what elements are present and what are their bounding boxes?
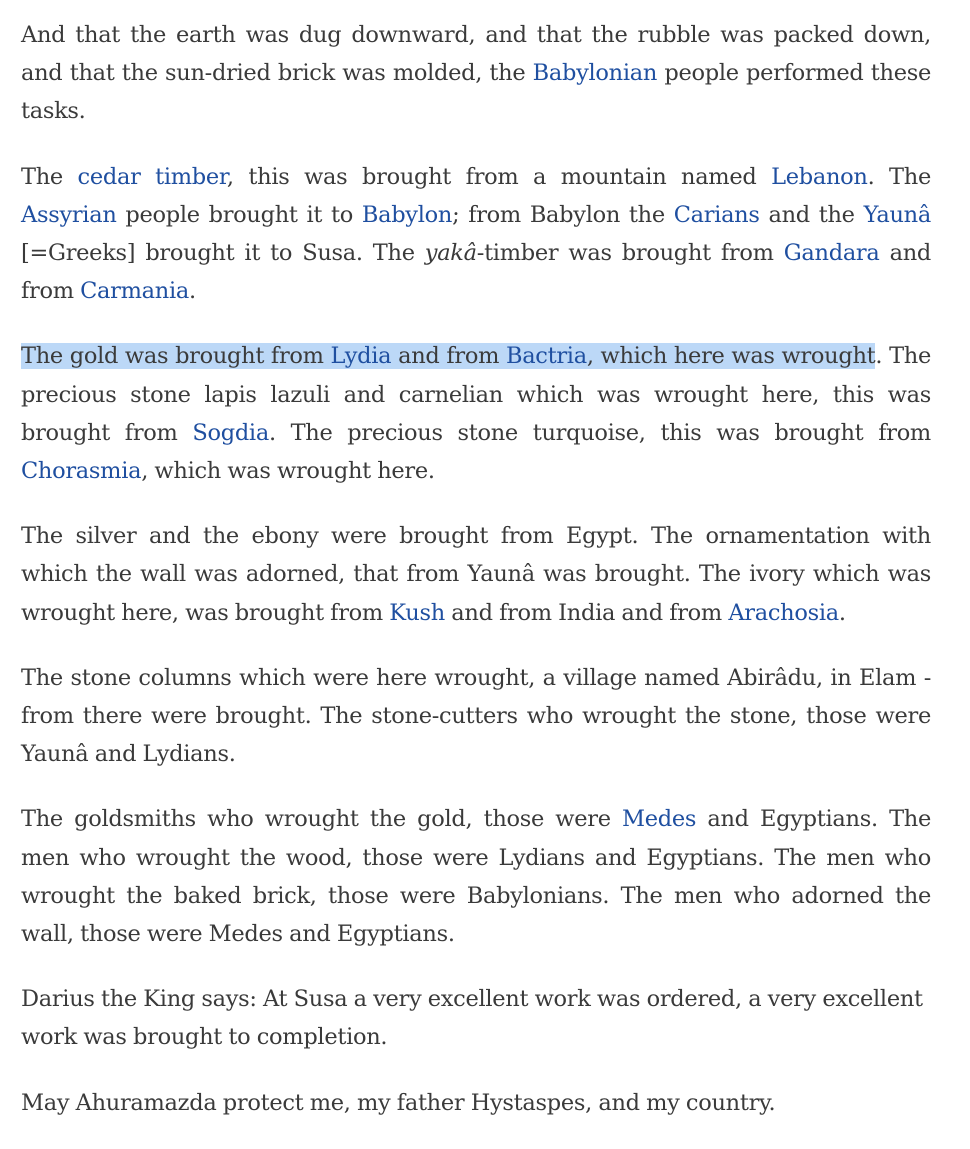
- text-run: ; from Babylon the: [452, 201, 674, 228]
- link-kush[interactable]: Kush: [389, 599, 445, 626]
- paragraph-ahuramazda: [21, 1084, 931, 1122]
- paragraph-silver-ebony-ivory: [21, 517, 931, 632]
- text-run: . The precious stone turquoise, this was brought from: [268, 419, 931, 446]
- text-run: May Ahuramazda protect me, my father Hystaspes, and my country.: [21, 1089, 776, 1116]
- link-chorasmia[interactable]: Chorasmia: [21, 458, 142, 485]
- link-bactria[interactable]: Bactria: [505, 343, 587, 370]
- paragraph-gold-and-stones: [21, 337, 931, 490]
- text-run: .: [188, 278, 196, 305]
- text-run: . The precious stone lapis lazuli and carnelian which was wrought here, this was brought from: [21, 343, 931, 446]
- italic-term-yaka: yakâ: [424, 240, 477, 267]
- text-run: -timber was brought from: [476, 240, 784, 267]
- link-medes[interactable]: Medes: [621, 806, 697, 833]
- text-run: and the: [759, 201, 864, 228]
- link-arachosia[interactable]: Arachosia: [728, 599, 839, 626]
- paragraph-darius-says: [21, 980, 931, 1056]
- paragraph-stone-columns: [21, 659, 931, 774]
- paragraph-cedar-timber: [21, 158, 931, 311]
- text-run: people brought it to: [116, 201, 362, 228]
- text-run: And that the earth was dug downward, and that the rubble was packed down, and that the sun-dried brick was molded, the: [21, 22, 931, 87]
- paragraph-construction: [21, 16, 931, 131]
- text-run: , this was brought from a mountain named: [226, 163, 772, 190]
- text-run: The stone columns which were here wrought, a village named Abirâdu, in Elam - from there were brought. The stone-cutters who wrought the stone, those were Yaunâ and Lydians.: [21, 664, 931, 768]
- link-lebanon[interactable]: Lebanon: [771, 163, 868, 190]
- link-babylonian[interactable]: Babylonian: [532, 60, 658, 87]
- link-cedar-timber[interactable]: cedar timber: [77, 163, 227, 190]
- paragraph-craftsmen: [21, 800, 931, 953]
- article-body: [21, 16, 931, 1149]
- text-run: The silver and the ebony were brought from Egypt. The ornamentation with which the wall was adorned, that from Yaunâ was brought. The ivory which was wrought here, was brought from: [21, 523, 931, 626]
- text-run: The: [21, 163, 78, 190]
- text-run: and from India and from: [444, 599, 729, 626]
- link-babylon[interactable]: Babylon: [361, 201, 453, 228]
- text-run: [=Greeks] brought it to Susa. The: [21, 240, 425, 267]
- text-run: The goldsmiths who wrought the gold, those were: [21, 806, 622, 833]
- text-run: .: [838, 599, 846, 626]
- text-run: , which was wrought here.: [141, 458, 435, 485]
- link-carmania[interactable]: Carmania: [80, 278, 189, 305]
- text-run: and from: [391, 343, 506, 370]
- text-run: people performed these tasks.: [21, 60, 932, 125]
- link-assyrian[interactable]: Assyrian: [21, 201, 117, 228]
- link-yauna[interactable]: Yaunâ: [863, 201, 931, 228]
- text-run: and Egyptians. The men who wrought the wood, those were Lydians and Egyptians. The men who wrought the baked brick, those were Babylonians. The men who adorned the wall, those were Medes and Egyptians.: [21, 806, 931, 948]
- link-gandara[interactable]: Gandara: [783, 240, 880, 267]
- text-selection-highlight[interactable]: [21, 343, 875, 369]
- link-carians[interactable]: Carians: [673, 201, 760, 228]
- text-run: The gold was brought from: [21, 343, 331, 370]
- text-run: . The: [867, 163, 931, 190]
- link-sogdia[interactable]: Sogdia: [192, 419, 269, 446]
- link-lydia[interactable]: Lydia: [330, 343, 392, 370]
- text-run: and from: [21, 240, 931, 305]
- text-run: , which here was wrought: [586, 343, 876, 370]
- text-run: Darius the King says: At Susa a very excellent work was ordered, a very excellent work was brought to completion.: [21, 986, 923, 1051]
